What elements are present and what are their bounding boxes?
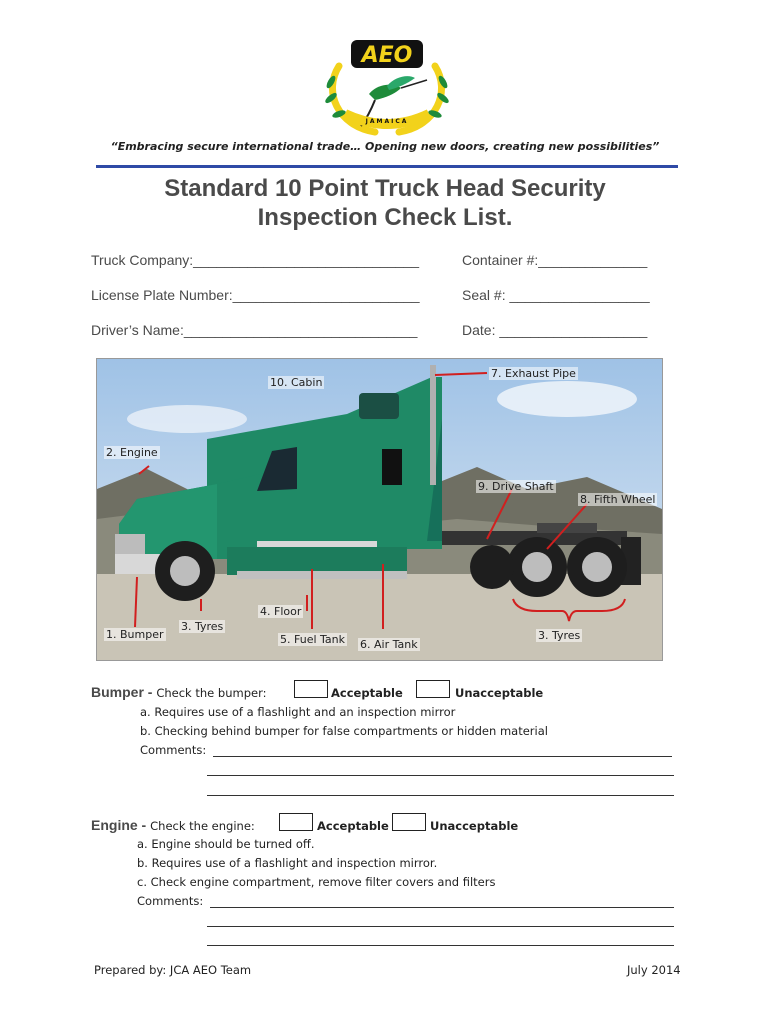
callout-fuel-tank: 5. Fuel Tank — [280, 633, 345, 646]
license-plate-field[interactable]: License Plate Number:________________________ — [91, 287, 420, 303]
svg-text:AEO: AEO — [361, 43, 413, 68]
bumper-comment-line-3[interactable] — [207, 795, 674, 796]
engine-prompt: Check the engine: — [150, 819, 255, 833]
truck-company-field[interactable]: Truck Company:_____________________________ — [91, 252, 419, 268]
engine-unacceptable-checkbox[interactable] — [392, 813, 426, 831]
engine-comment-line-1[interactable] — [210, 907, 674, 908]
container-field[interactable]: Container #:______________ — [462, 252, 648, 268]
bumper-item-a: a. Requires use of a flashlight and an inspection mirror — [140, 705, 456, 719]
engine-acceptable-checkbox[interactable] — [279, 813, 313, 831]
engine-title: Engine - — [91, 817, 147, 833]
engine-heading — [91, 817, 255, 833]
bumper-comment-line-2[interactable] — [207, 775, 674, 776]
engine-comment-line-3[interactable] — [207, 945, 674, 946]
callout-tyres-rear: 3. Tyres — [538, 629, 581, 642]
callout-air-tank: 6. Air Tank — [360, 638, 418, 651]
footer-date: July 2014 — [627, 963, 681, 977]
engine-item-b: b. Requires use of a flashlight and inspection mirror. — [137, 856, 438, 870]
header-rule — [96, 165, 678, 168]
callout-bumper: 1. Bumper — [106, 628, 164, 641]
page-title — [0, 174, 770, 232]
engine-comments-label: Comments: — [137, 894, 204, 908]
seal-field[interactable]: Seal #: __________________ — [462, 287, 650, 303]
driver-name-field[interactable]: Driver’s Name:______________________________ — [91, 322, 418, 338]
callout-cabin: 10. Cabin — [270, 376, 323, 389]
aeo-jamaica-logo — [317, 36, 457, 136]
svg-text:JAMAICA: JAMAICA — [365, 118, 409, 125]
motto: “Embracing secure international trade… Opening new doors, creating new possibilities” — [110, 140, 660, 153]
date-field[interactable]: Date: ___________________ — [462, 322, 648, 338]
engine-unacceptable-label: Unacceptable — [430, 819, 519, 833]
engine-item-a: a. Engine should be turned off. — [137, 837, 315, 851]
bumper-unacceptable-checkbox[interactable] — [416, 680, 450, 698]
callout-fifth-wheel: 8. Fifth Wheel — [580, 493, 656, 506]
bumper-comments-label: Comments: — [140, 743, 207, 757]
callout-exhaust-pipe: 7. Exhaust Pipe — [491, 367, 576, 380]
bumper-prompt: Check the bumper: — [156, 686, 267, 700]
bumper-acceptable-checkbox[interactable] — [294, 680, 328, 698]
truck-illustration — [97, 359, 662, 660]
callout-floor: 4. Floor — [260, 605, 302, 618]
bumper-title: Bumper - — [91, 684, 153, 700]
bumper-heading — [91, 684, 266, 700]
engine-comment-line-2[interactable] — [207, 926, 674, 927]
title-line-2: Inspection Check List. — [257, 204, 513, 231]
engine-item-c: c. Check engine compartment, remove filter covers and filters — [137, 875, 496, 889]
bumper-comment-line-1[interactable] — [213, 756, 672, 757]
title-line-1: Standard 10 Point Truck Head Security — [164, 175, 606, 202]
footer-prepared-by: Prepared by: JCA AEO Team — [94, 963, 252, 977]
callout-drive-shaft: 9. Drive Shaft — [478, 480, 554, 493]
bumper-item-b: b. Checking behind bumper for false compartments or hidden material — [140, 724, 548, 738]
truck-photo — [96, 358, 663, 661]
callout-tyres-front: 3. Tyres — [181, 620, 224, 633]
callout-engine: 2. Engine — [106, 446, 158, 459]
bumper-acceptable-label: Acceptable — [331, 686, 403, 700]
bumper-unacceptable-label: Unacceptable — [455, 686, 544, 700]
engine-acceptable-label: Acceptable — [317, 819, 389, 833]
